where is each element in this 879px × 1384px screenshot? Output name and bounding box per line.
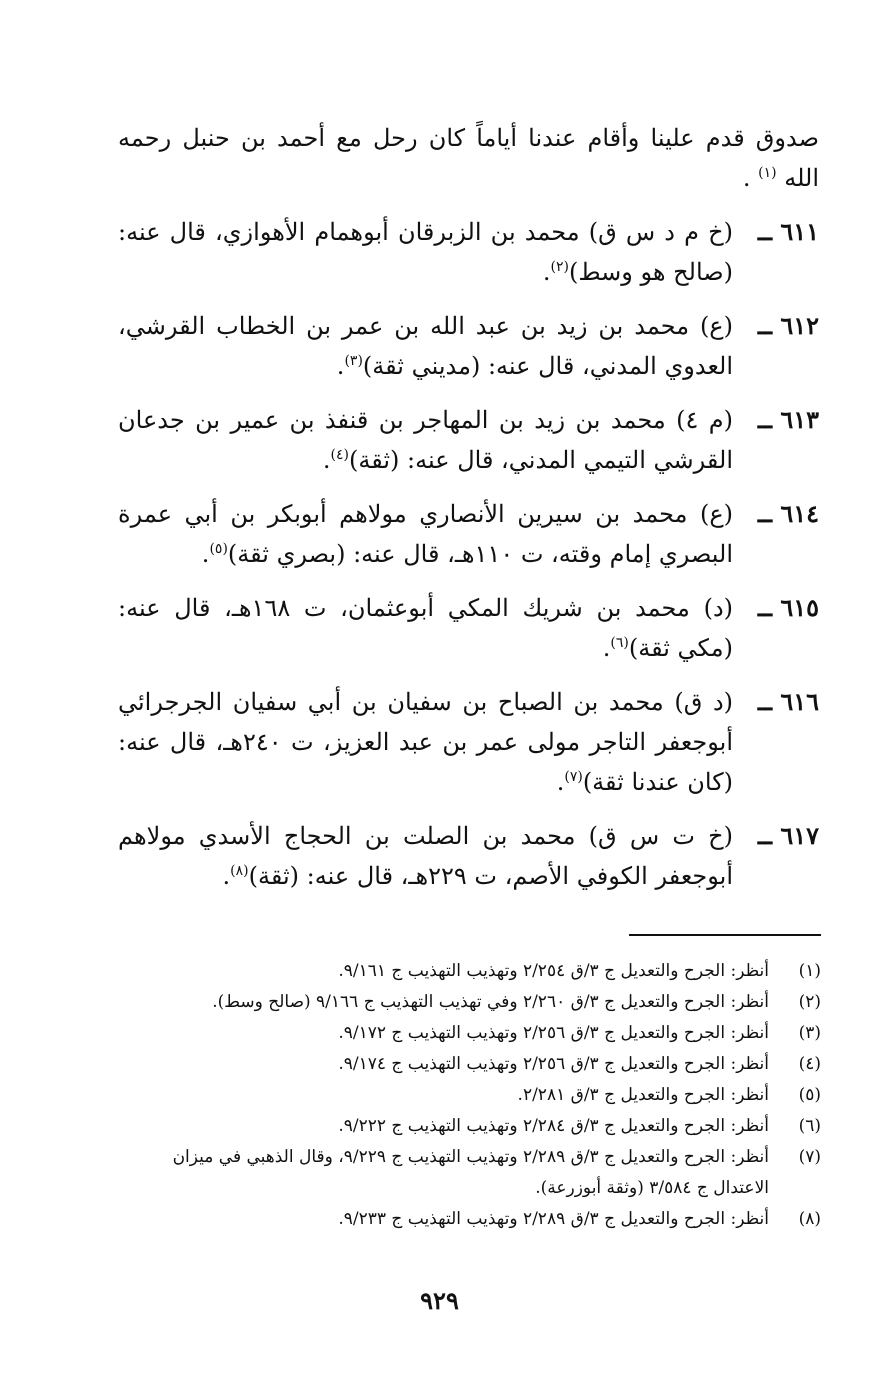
entry-number: ٦١٦ ــ	[757, 687, 819, 716]
entry-text	[118, 306, 733, 386]
footnote-ref: (٨)	[230, 863, 249, 879]
entry-616	[118, 682, 819, 802]
entry-text	[118, 212, 733, 292]
footnote-number: (٣)	[798, 1023, 821, 1043]
entry-end: .	[556, 768, 565, 796]
intro-end: .	[742, 164, 751, 192]
footnote-text: أنظر: الجرح والتعديل ج ٣/ق ٢/٢٨٤ وتهذيب التهذيب ج ٩/٢٢٢.	[338, 1116, 769, 1136]
footnote-ref: (٥)	[209, 541, 228, 557]
footnote-ref: (٤)	[330, 447, 349, 463]
footnote-number: (٤)	[798, 1054, 821, 1074]
footnote-number: (٢)	[798, 992, 821, 1012]
footnote-ref: (٧)	[564, 769, 583, 785]
entry-body: (ع) محمد بن زيد بن عبد الله بن عمر بن الخطاب القرشي، العدوي المدني، قال عنه: (مديني ثقة)	[118, 312, 733, 380]
footnote-2	[120, 987, 821, 1018]
footnote-ref: (٣)	[344, 353, 363, 369]
footnote-4	[120, 1049, 821, 1080]
entry-body: (خ ت س ق) محمد بن الصلت بن الحجاج الأسدي مولاهم أبوجعفر الكوفي الأصم، ت ٢٢٩هـ، قال عنه: (ثقة)	[118, 822, 733, 890]
entry-text	[118, 400, 733, 480]
footnote-ref: (٦)	[610, 635, 629, 651]
entry-number: ٦١٥ ــ	[757, 593, 819, 622]
footnote-number: (٥)	[798, 1085, 821, 1105]
footnote-text: أنظر: الجرح والتعديل ج ٣/ق ٢/٢٦٠ وفي تهذيب التهذيب ج ٩/١٦٦ (صالح وسط).	[212, 992, 769, 1012]
footnote-divider	[629, 934, 821, 936]
entry-text	[118, 816, 733, 896]
intro-text: صدوق قدم علينا وأقام عندنا أياماً كان رحل مع أحمد بن حنبل رحمه الله	[118, 124, 819, 192]
entry-end: .	[322, 446, 331, 474]
footnote-ref: (٢)	[550, 259, 569, 275]
entry-number: ٦١١ ــ	[757, 217, 819, 246]
entry-text	[118, 682, 733, 802]
entry-611	[118, 212, 819, 292]
footnote-text: أنظر: الجرح والتعديل ج ٣/ق ٢/٢٨٩ وتهذيب التهذيب ج ٩/٢٣٣.	[338, 1209, 769, 1229]
entry-text	[118, 588, 733, 668]
entry-number: ٦١٤ ــ	[757, 499, 819, 528]
intro-paragraph	[118, 118, 819, 198]
entry-617	[118, 816, 819, 896]
entry-body: (خ م د س ق) محمد بن الزبرقان أبوهمام الأهوازي، قال عنه: (صالح هو وسط)	[118, 218, 733, 286]
footnote-8	[120, 1204, 821, 1235]
footnote-3	[120, 1018, 821, 1049]
footnote-ref: (١)	[758, 165, 777, 181]
entry-end: .	[542, 258, 551, 286]
entry-615	[118, 588, 819, 668]
footnote-text: أنظر: الجرح والتعديل ج ٣/ق ٢/٢٨١.	[517, 1085, 769, 1105]
footnote-6	[120, 1111, 821, 1142]
footnote-number: (٨)	[798, 1209, 821, 1229]
entry-body: (د ق) محمد بن الصباح بن سفيان بن أبي سفيان الجرجرائي أبوجعفر التاجر مولى عمر بن عبد العزيز، ت ٢٤٠هـ، قال عنه: (كان عندنا ثقة)	[118, 688, 734, 796]
footnote-number: (١)	[798, 961, 821, 981]
footnote-text: أنظر: الجرح والتعديل ج ٣/ق ٢/٢٥٦ وتهذيب التهذيب ج ٩/١٧٢.	[338, 1023, 769, 1043]
footnote-number: (٦)	[798, 1116, 821, 1136]
entry-body: (ع) محمد بن سيرين الأنصاري مولاهم أبوبكر بن أبي عمرة البصري إمام وقته، ت ١١٠هـ، قال عنه: (بصري ثقة)	[118, 500, 733, 568]
entry-end: .	[602, 634, 611, 662]
footnote-5	[120, 1080, 821, 1111]
entry-number: ٦١٧ ــ	[757, 821, 819, 850]
footnote-text: أنظر: الجرح والتعديل ج ٣/ق ٢/٢٥٦ وتهذيب التهذيب ج ٩/١٧٤.	[338, 1054, 769, 1074]
entry-number: ٦١٣ ــ	[757, 405, 819, 434]
footnote-text: أنظر: الجرح والتعديل ج ٣/ق ٢/٢٥٤ وتهذيب التهذيب ج ٩/١٦١.	[338, 961, 769, 981]
entry-body: (م ٤) محمد بن زيد بن المهاجر بن قنفذ بن عمير بن جدعان القرشي التيمي المدني، قال عنه: (ثقة)	[118, 406, 733, 474]
main-text	[118, 118, 819, 910]
footnote-number: (٧)	[798, 1147, 821, 1167]
page-number: ٩٢٩	[420, 1286, 459, 1315]
footnote-7	[120, 1142, 821, 1204]
entry-end: .	[336, 352, 345, 380]
entry-end: .	[201, 540, 210, 568]
entry-613	[118, 400, 819, 480]
footnotes	[120, 956, 821, 1235]
entry-614	[118, 494, 819, 574]
entry-612	[118, 306, 819, 386]
footnote-1	[120, 956, 821, 987]
entry-number: ٦١٢ ــ	[757, 311, 819, 340]
footnote-text: أنظر: الجرح والتعديل ج ٣/ق ٢/٢٨٩ وتهذيب التهذيب ج ٩/٢٢٩، وقال الذهبي في ميزان الاعتدال ج ٣/٥٨٤ (وثقة أبوزرعة).	[172, 1147, 769, 1198]
entry-body: (د) محمد بن شريك المكي أبوعثمان، ت ١٦٨هـ، قال عنه: (مكي ثقة)	[118, 594, 734, 662]
entry-text	[118, 494, 733, 574]
entry-end: .	[222, 862, 231, 890]
